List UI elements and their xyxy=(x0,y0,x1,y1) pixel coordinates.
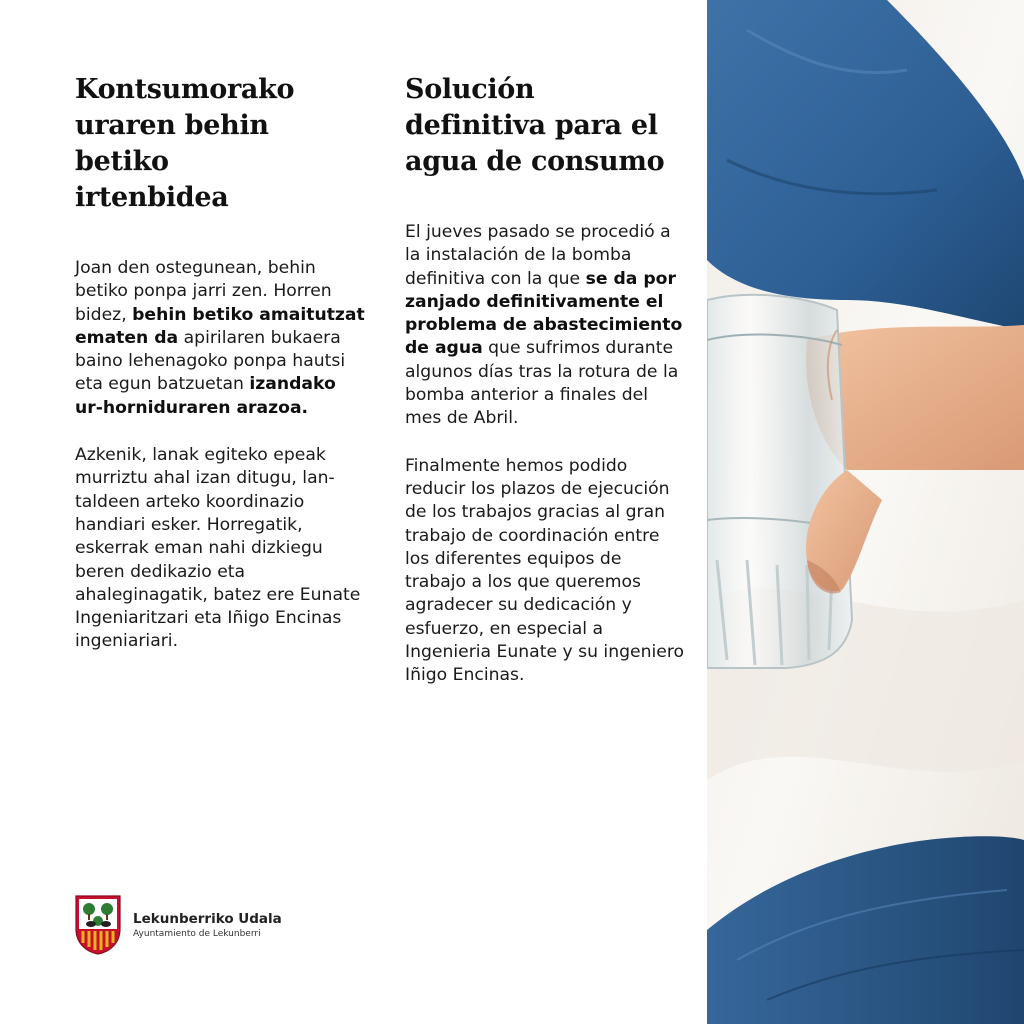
basque-title-line: uraren behin betiko xyxy=(75,110,269,177)
bold-span: se da por zanjado definitivamente el problema de abastecimiento de agua xyxy=(405,268,683,359)
spanish-title-line: Solución xyxy=(405,74,535,105)
municipality-name: Lekunberriko Udala xyxy=(133,910,282,927)
basque-column xyxy=(75,72,365,678)
spanish-column xyxy=(405,72,685,712)
coat-of-arms-icon xyxy=(75,895,121,955)
basque-body xyxy=(75,257,365,654)
hand-holding-water-glass-photo xyxy=(707,0,1024,1024)
basque-paragraph-1 xyxy=(75,257,365,420)
municipality-logo xyxy=(75,895,282,955)
bold-span: izandako ur-horniduraren arazoa. xyxy=(75,374,336,418)
spanish-paragraph-2: Finalmente hemos podido reducir los plazos de ejecución de los trabajos gracias al gran trabajo de coordinación entre los diferentes equipos de trabajo a los que queremos agradecer su dedicación y esfuerzo, en especial a Ingenieria Eunate y su ingeniero Iñigo Encinas. xyxy=(405,455,685,686)
text-span: Joan den ostegunean, behin betiko ponpa jarri zen. Horren bidez, xyxy=(75,258,332,325)
photo-illustration xyxy=(707,0,1024,1024)
spanish-title xyxy=(405,72,685,180)
basque-title xyxy=(75,72,365,216)
spanish-paragraph-1 xyxy=(405,221,685,431)
bold-span: behin betiko amaitutzat ematen da xyxy=(75,304,365,348)
text-span: El jueves pasado se procedió a la instalación de la bomba definitiva con la que xyxy=(405,222,671,289)
basque-title-line: irtenbidea xyxy=(75,182,229,213)
spanish-title-line: agua de consumo xyxy=(405,146,665,177)
logo-text xyxy=(133,911,282,940)
spanish-body xyxy=(405,221,685,688)
municipality-subtitle: Ayuntamiento de Lekunberri xyxy=(133,928,261,939)
text-span: apirilaren bukaera baino lehenagoko ponpa hautsi eta egun batzuetan xyxy=(75,327,346,395)
spanish-title-line: definitiva para el xyxy=(405,110,658,141)
text-span: que sufrimos durante algunos días tras la rotura de la bomba anterior a finales del mes de Abril. xyxy=(405,338,679,429)
basque-title-line: Kontsumorako xyxy=(75,74,295,105)
basque-paragraph-2: Azkenik, lanak egiteko epeak murriztu ahal izan ditugu, lan-taldeen arteko koordinazio handiari esker. Horregatik, eskerrak eman nahi dizkiegu beren dedikazio eta ahaleginagatik, batez ere Eunate Ingeniaritzari eta Iñigo Encinas ingeniariari. xyxy=(75,445,361,652)
